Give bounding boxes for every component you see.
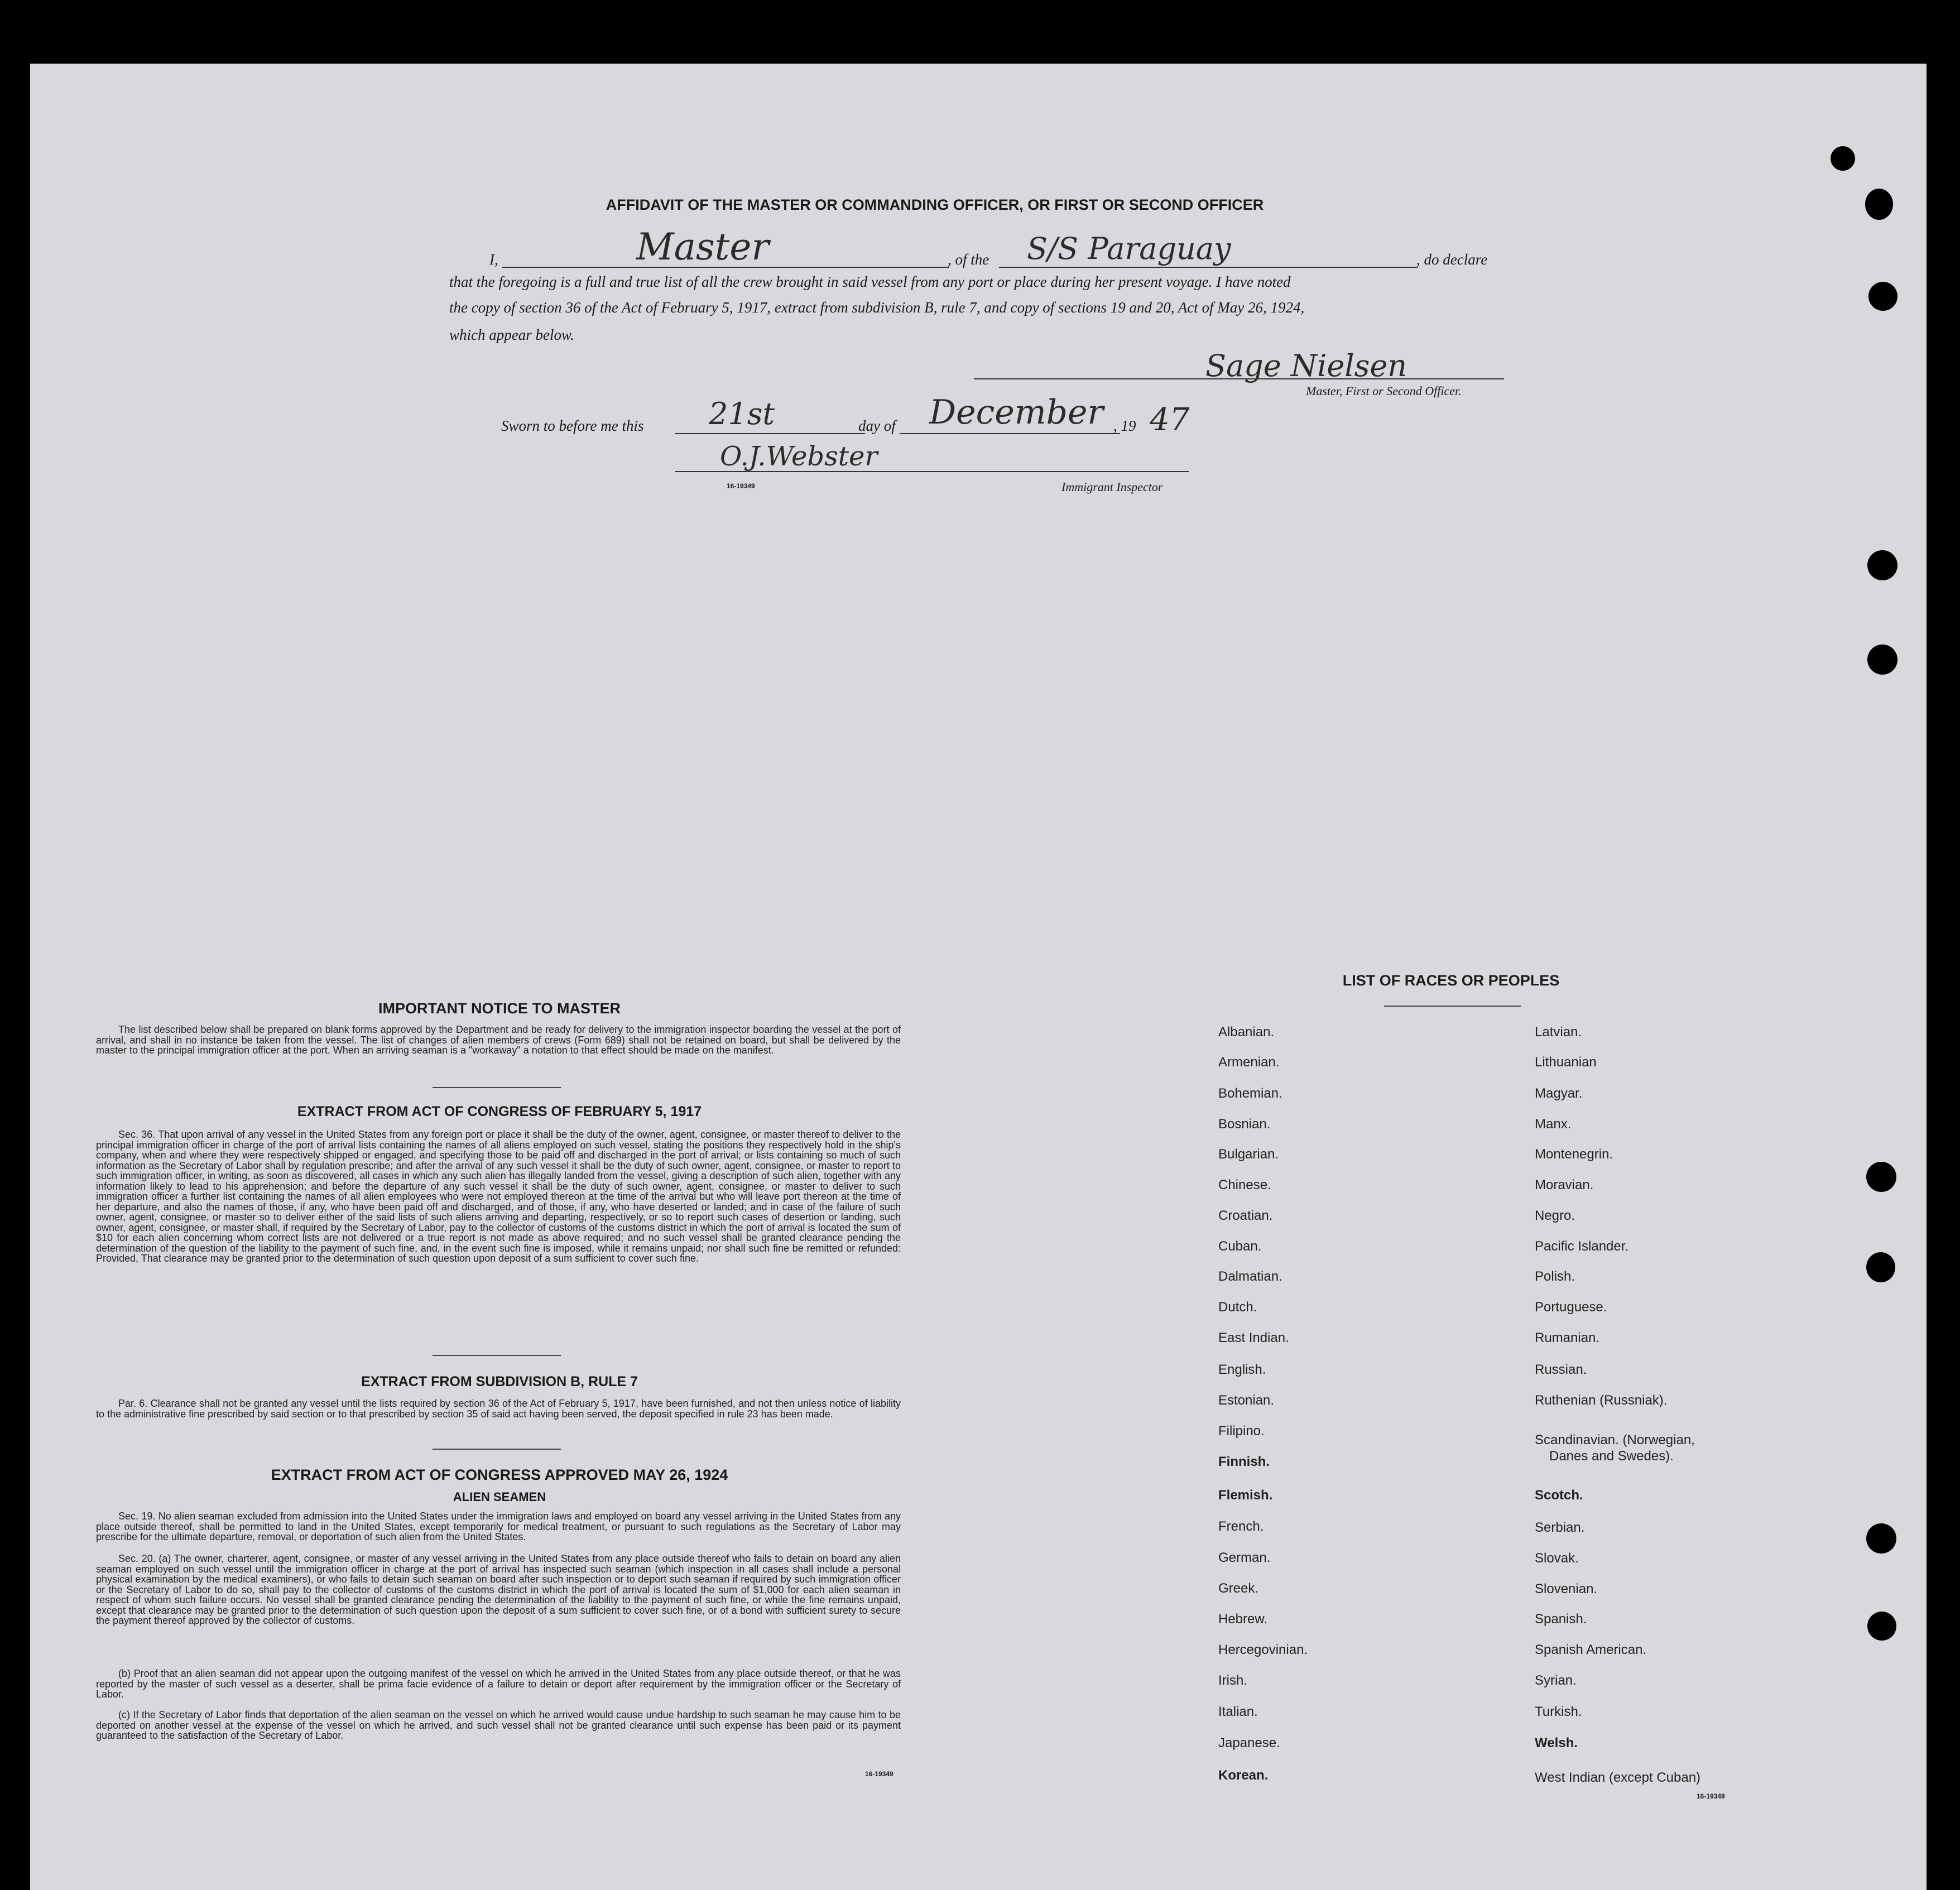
- punch-hole: [1866, 1252, 1895, 1282]
- year-prefix: , 19: [1113, 417, 1136, 434]
- notice-title: IMPORTANT NOTICE TO MASTER: [378, 1000, 621, 1017]
- race-right-6: Negro.: [1535, 1208, 1575, 1223]
- race-right-8: Polish.: [1535, 1269, 1575, 1284]
- race-right-0: Latvian.: [1535, 1025, 1582, 1040]
- signature-caption: Master, First or Second Officer.: [1306, 384, 1462, 398]
- day-of-label: day of: [858, 417, 896, 434]
- race-left-2: Bohemian.: [1218, 1086, 1282, 1101]
- race-right-9: Portuguese.: [1535, 1300, 1607, 1315]
- race-left-20: Hercegovinian.: [1218, 1642, 1308, 1657]
- affidavit-body-line-1: that the foregoing is a full and true list of all the crew brought in said vessel from any port or place during her present voyage. I have noted: [449, 273, 1291, 290]
- extract-rule7-title: EXTRACT FROM SUBDIVISION B, RULE 7: [361, 1374, 638, 1389]
- race-left-6: Croatian.: [1218, 1208, 1273, 1223]
- race-right-17: Slovenian.: [1535, 1581, 1598, 1596]
- affidavit-heading: AFFIDAVIT OF THE MASTER OR COMMANDING OFFICER, OR FIRST OR SECOND OFFICER: [606, 196, 1264, 213]
- do-declare-label: , do declare: [1416, 251, 1488, 268]
- race-left-9: Dutch.: [1218, 1300, 1257, 1315]
- race-right-19: Spanish American.: [1535, 1642, 1647, 1657]
- inspector-caption: Immigrant Inspector: [1061, 480, 1163, 494]
- race-right-16: Slovak.: [1535, 1551, 1579, 1566]
- day-handwritten: 21st: [709, 396, 775, 431]
- punch-hole: [1867, 1612, 1896, 1641]
- punch-hole: [1831, 146, 1855, 171]
- race-right-13: Scandinavian. (Norwegian,: [1535, 1432, 1695, 1447]
- race-left-0: Albanian.: [1218, 1025, 1275, 1040]
- race-left-22: Italian.: [1218, 1704, 1258, 1719]
- master-handwritten: Master: [636, 225, 769, 268]
- punch-hole: [1867, 550, 1897, 580]
- race-right-5: Moravian.: [1535, 1177, 1594, 1192]
- sec-19-text: Sec. 19. No alien seaman excluded from admission into the United States under the immigration laws and employed on board any vessel arriving in the United States from any place outside thereof, shall be permitted to land in the United States, except temporarily for medical treatment, or pursuant to such regulations as the Secretary of Labor may prescribe for the ultimate departure, removal, or deportation of such alien from the United States.: [96, 1511, 901, 1542]
- race-right-18: Spanish.: [1535, 1612, 1587, 1627]
- race-right-13-cont: Danes and Swedes).: [1549, 1449, 1674, 1464]
- vessel-handwritten: S/S Paraguay: [1027, 231, 1231, 266]
- race-left-24: Korean.: [1218, 1768, 1269, 1783]
- inspector-signature: O.J.Webster: [720, 441, 878, 472]
- race-left-4: Bulgarian.: [1218, 1147, 1279, 1162]
- divider: [433, 1087, 561, 1088]
- race-left-1: Armenian.: [1218, 1055, 1280, 1070]
- extract-1917-title: EXTRACT FROM ACT OF CONGRESS OF FEBRUARY 5, 1917: [297, 1104, 702, 1119]
- race-right-15: Serbian.: [1535, 1520, 1585, 1535]
- affidavit-body-line-3: which appear below.: [449, 326, 574, 343]
- race-left-3: Bosnian.: [1218, 1117, 1271, 1132]
- notice-text: The list described below shall be prepared on blank forms approved by the Department and be ready for delivery to the immigration inspector boarding the vessel at the port of arrival, and shall in no instance be taken from the vessel. The list of changes of alien members of crews (Form 689) shall not be retained on board, but shall be delivered by the master to the principal immigration officer at the port. When an arriving seaman is a "workaway" a notation to that effect should be made on the manifest.: [96, 1024, 901, 1056]
- punch-hole: [1867, 645, 1897, 675]
- race-left-23: Japanese.: [1218, 1735, 1280, 1750]
- race-left-8: Dalmatian.: [1218, 1269, 1282, 1284]
- race-right-11: Russian.: [1535, 1362, 1587, 1377]
- race-right-12: Ruthenian (Russniak).: [1535, 1393, 1668, 1408]
- month-line: [900, 433, 1120, 434]
- race-right-14: Scotch.: [1535, 1488, 1583, 1503]
- punch-hole: [1866, 1162, 1896, 1192]
- extract-1924-title: EXTRACT FROM ACT OF CONGRESS APPROVED MAY 26, 1924: [271, 1466, 728, 1483]
- extract-1924-subtitle: ALIEN SEAMEN: [453, 1490, 546, 1504]
- race-right-2: Magyar.: [1535, 1086, 1583, 1101]
- race-left-5: Chinese.: [1218, 1177, 1271, 1192]
- race-left-17: German.: [1218, 1550, 1271, 1565]
- race-left-12: Estonian.: [1218, 1393, 1275, 1408]
- sec-20a-text: Sec. 20. (a) The owner, charterer, agent, consignee, or master of any vessel arriving in the United States from any place outside thereof who fails to detain on board any alien seaman employed on such vessel until the immigration officer in charge at the port of arrival has inspected such seaman (which inspection in all cases shall include a personal physical examination by the medical examiners), or who fails to detain such seaman on board after such inspection or to deport such seaman if required by such immigration officer or the Secretary of Labor to do so, shall pay to the collector of customs of the customs district in which the port of arrival is located the sum of $1,000 for each alien seaman in respect of whom such failure occurs. No vessel shall be granted clearance pending the determination of the liability to the payment of such fine, or while the fine remains unpaid, except that clearance may be granted prior to the determination of such question upon the deposit of a sum sufficient to cover such fine, or of a bond with sufficient surety to secure the payment thereof approved by the collector of customs.: [96, 1553, 901, 1626]
- extract-1917-text: Sec. 36. That upon arrival of any vessel in the United States from any foreign port or place it shall be the duty of the owner, agent, consignee, or master thereof to deliver to the principal immigration officer in charge of the port of arrival lists containing the names of all aliens employed on such vessel, stating the positions they respectively hold in the ship's company, when and where they were respectively shipped or engaged, and specifying those to be paid off and discharged in the port of arrival; or lists containing so much of such information as the Secretary of Labor shall by regulation prescribe; and after the arrival of any such vessel it shall be the duty of such owner, agent, consignee, or master to report to such immigration officer, in writing, as soon as discovered, all cases in which any such alien has illegally landed from the vessel, giving a description of such alien, together with any information likely to lead to his apprehension; and before the departure of any such vessel it shall be the duty of such owner, agent, consignee, or master to deliver to such immigration officer a further list containing the names of all alien employees who were not employed thereon at the time of the arrival but who will leave port thereon at the time of her departure, and also the names of those, if any, who have been paid off and discharged, and of those, if any, who have deserted or landed; and in case of the failure of such owner, agent, consignee, or master so to deliver either of the said lists of such aliens arriving and departing, respectively, or so to report such cases of desertion or landing, such owner, agent, consignee, or master shall, if required by the Secretary of Labor, pay to the collector of customs of the customs district in which the port of arrival is located the sum of $10 for each alien concerning whom correct lists are not delivered or a true report is not made as above required; and no such vessel shall be granted clearance pending the determination of the question of the liability to the payment of such fine, and, in the event such fine is imposed, while it remains unpaid; nor shall such fine be remitted or refunded: Provided, That clearance may be granted prior to the determination of such question upon deposit of a sum sufficient to cover such fine.: [96, 1129, 901, 1264]
- race-right-20: Syrian.: [1535, 1673, 1577, 1688]
- divider: [433, 1355, 561, 1356]
- race-right-3: Manx.: [1535, 1117, 1572, 1132]
- extract-form-number: 16-19349: [865, 1770, 893, 1778]
- affidavit-body-line-2: the copy of section 36 of the Act of February 5, 1917, extract from subdivision B, rule 7, and copy of sections 19 and 20, Act of May 26, 1924,: [449, 299, 1305, 316]
- master-signature: Sage Nielsen: [1205, 348, 1407, 383]
- vessel-line: [999, 267, 1418, 268]
- punch-hole: [1868, 282, 1897, 311]
- race-left-10: East Indian.: [1218, 1330, 1289, 1345]
- race-right-1: Lithuanian: [1535, 1055, 1597, 1070]
- i-label: I,: [489, 251, 498, 268]
- races-form-number: 16-19349: [1697, 1792, 1725, 1800]
- race-left-7: Cuban.: [1218, 1239, 1262, 1254]
- race-right-22: Welsh.: [1535, 1735, 1578, 1750]
- race-left-19: Hebrew.: [1218, 1612, 1268, 1627]
- race-left-11: English.: [1218, 1362, 1266, 1377]
- day-line: [675, 433, 865, 434]
- of-the-label: , of the: [948, 251, 989, 268]
- race-right-10: Rumanian.: [1535, 1330, 1600, 1345]
- punch-hole: [1865, 189, 1893, 220]
- race-left-13: Filipino.: [1218, 1423, 1265, 1439]
- race-left-18: Greek.: [1218, 1581, 1259, 1596]
- extract-rule7-text: Par. 6. Clearance shall not be granted any vessel until the lists required by section 36 of the Act of February 5, 1917, have been furnished, and not then unless notice of liability to the administrative fine prescribed by said section or to that prescribed by section 35 of said act having been served, the deposit specified in rule 23 has been made.: [96, 1398, 901, 1420]
- year-handwritten: 47: [1150, 402, 1190, 438]
- race-right-23: West Indian (except Cuban): [1535, 1770, 1701, 1785]
- month-handwritten: December: [929, 393, 1104, 432]
- race-left-15: Flemish.: [1218, 1488, 1273, 1503]
- divider: [433, 1449, 561, 1450]
- race-right-7: Pacific Islander.: [1535, 1239, 1629, 1254]
- affidavit-form-number: 16-19349: [727, 482, 755, 490]
- race-right-21: Turkish.: [1535, 1704, 1582, 1719]
- races-divider: [1384, 1006, 1521, 1007]
- sec-20b-text: (b) Proof that an alien seaman did not appear upon the outgoing manifest of the vessel on which he arrived in the United States from any place outside thereof, or that he was reported by the master of such vessel as a deserter, shall be prima facie evidence of a failure to detain or deport after requirement by the immigration officer or the Secretary of Labor.: [96, 1668, 901, 1700]
- race-left-21: Irish.: [1218, 1673, 1248, 1688]
- race-left-16: French.: [1218, 1519, 1264, 1534]
- sworn-label: Sworn to before me this: [501, 417, 644, 434]
- sec-20c-text: (c) If the Secretary of Labor finds that deportation of the alien seaman on the vessel on which he arrived would cause undue hardship to such seaman he may cause him to be deported on another vessel at the expense of the vessel on which he arrived, and such vessel shall not be granted clearance until such expense has been paid or its payment guaranteed to the satisfaction of the Secretary of Labor.: [96, 1709, 901, 1741]
- races-title: LIST OF RACES OR PEOPLES: [1342, 972, 1560, 989]
- punch-hole: [1866, 1523, 1896, 1554]
- race-left-14: Finnish.: [1218, 1454, 1270, 1469]
- race-right-4: Montenegrin.: [1535, 1147, 1613, 1162]
